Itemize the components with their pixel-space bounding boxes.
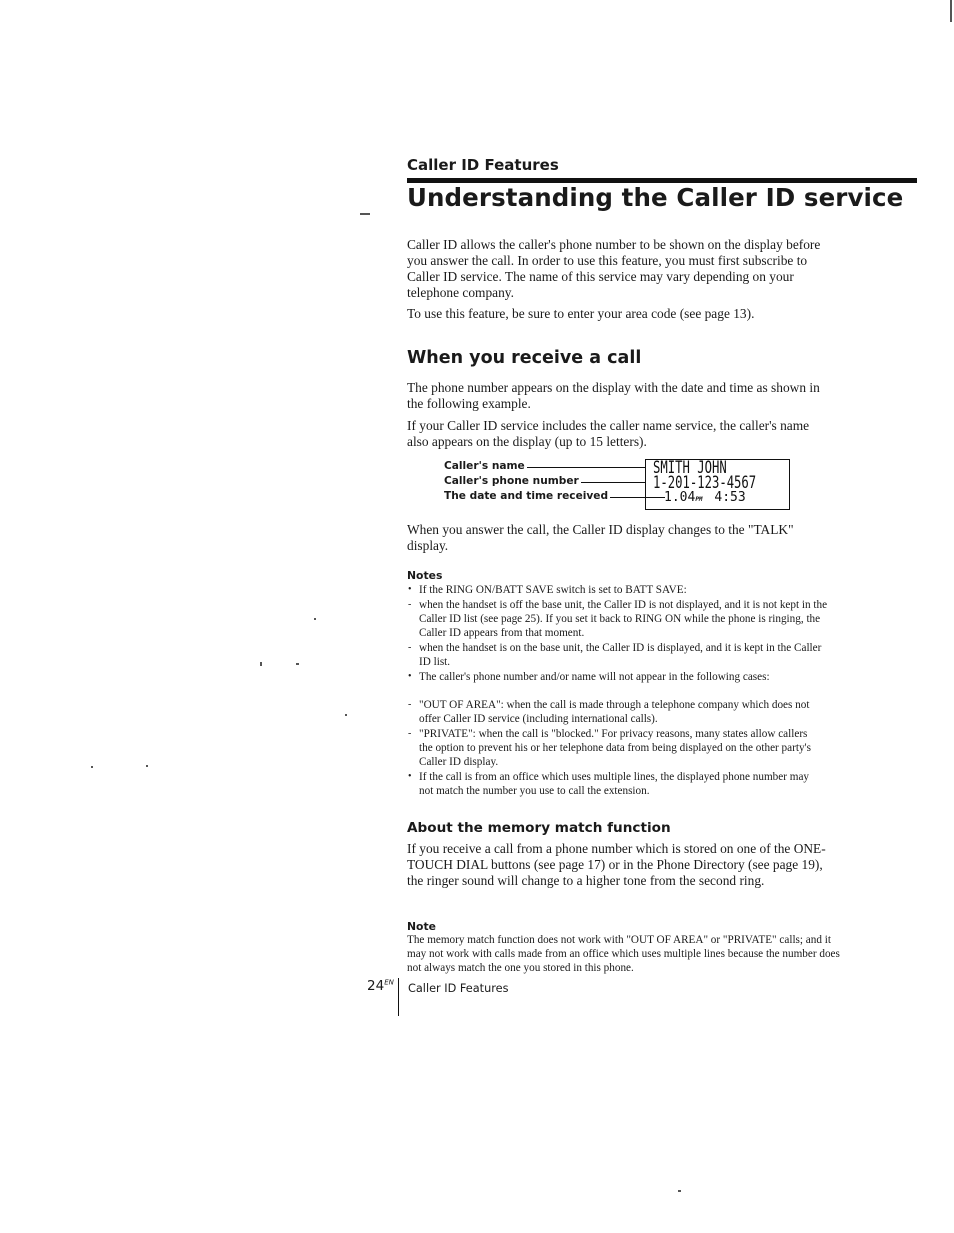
lcd-time: 4:53 [714, 490, 746, 505]
leader-line-name [520, 467, 645, 468]
note-bullet-6: - [408, 728, 412, 739]
note-bullet-3: - [408, 642, 412, 653]
footer-divider [398, 978, 399, 1016]
lcd-caller-name: SMITH JOHN [653, 458, 727, 478]
scan-speck [260, 662, 262, 666]
intro-paragraph-2: To use this feature, be sure to enter your area code (see page 13). [407, 306, 755, 321]
note-item-1: If the RING ON/BATT SAVE switch is set to BATT SAVE: [419, 584, 687, 596]
note-bullet-5: - [408, 699, 412, 710]
receive-call-heading: When you receive a call [407, 348, 642, 368]
memory-match-heading: About the memory match function [407, 820, 671, 836]
label-date-time-received: The date and time received [444, 490, 609, 502]
note-bullet-7: • [408, 771, 412, 782]
memory-note-heading: Note [407, 920, 436, 933]
memory-match-paragraph: If you receive a call from a phone number which is stored on one of the ONE-TOUCH DIAL buttons (see page 17) or in the Phone Directory (see page 19), the ringer sound will change to a higher tone from the second ring. [407, 841, 826, 888]
talk-display-paragraph: When you answer the call, the Caller ID display changes to the "TALK" display. [407, 522, 794, 553]
scan-speck [314, 618, 316, 620]
note-bullet-4: • [408, 671, 412, 682]
scan-speck [146, 765, 148, 767]
note-bullet-1: • [408, 584, 412, 595]
footer-section: Caller ID Features [408, 982, 509, 995]
lcd-date: 1.04 [664, 490, 696, 505]
page-number [367, 978, 394, 994]
page-number-value: 24 [367, 978, 385, 994]
memory-note-text: The memory match function does not work with "OUT OF AREA" or "PRIVATE" calls; and it may not work with calls made from an office which uses multiple lines because the number does not always match the one you stored in this phone. [407, 934, 840, 974]
notes-heading: Notes [407, 569, 443, 582]
scan-speck [91, 766, 93, 768]
scan-speck [360, 213, 370, 215]
note-item-2: when the handset is off the base unit, the Caller ID is not displayed, and it is not kept in the Caller ID list (see page 25). If you set it back to RING ON while the phone is ringing, the Caller ID appears from that moment. [419, 599, 828, 639]
page-number-suffix: EN [384, 978, 394, 987]
intro-paragraph-1: Caller ID allows the caller's phone number to be shown on the display before you answer the call. In order to use this feature, you must first subscribe to Caller ID service. The name of this service may vary depending on your telephone company. [407, 237, 821, 300]
lcd-caller-number: 1-201-123-4567 [653, 473, 757, 493]
scan-speck [296, 663, 299, 665]
scan-speck [950, 0, 952, 22]
section-label: Caller ID Features [407, 156, 559, 174]
note-item-6: "PRIVATE": when the call is "blocked." For privacy reasons, many states allow callers the option to prevent his or her telephone data from being displayed on the other party's Caller ID display. [419, 728, 811, 768]
page-title: Understanding the Caller ID service [407, 183, 904, 212]
note-item-5: "OUT OF AREA": when the call is made through a telephone company which does not offer Caller ID service (including international calls). [419, 699, 810, 725]
leader-line-number [570, 482, 645, 483]
scan-speck [345, 714, 347, 716]
label-callers-phone-number: Caller's phone number [444, 475, 579, 487]
receive-call-paragraph-2: If your Caller ID service includes the caller name service, the caller's name also appears on the display (up to 15 letters). [407, 418, 810, 449]
note-bullet-2: - [408, 599, 412, 610]
receive-call-paragraph-1: The phone number appears on the display with the date and time as shown in the following example. [407, 380, 820, 411]
note-item-4: The caller's phone number and/or name will not appear in the following cases: [419, 671, 770, 683]
scan-speck [678, 1190, 681, 1192]
lcd-pm-indicator: PM [695, 496, 703, 503]
lcd-date-time [664, 490, 746, 505]
label-callers-name: Caller's name [444, 460, 525, 472]
note-item-3: when the handset is on the base unit, the Caller ID is displayed, and it is kept in the Caller ID list. [419, 642, 822, 668]
note-item-7: If the call is from an office which uses multiple lines, the displayed phone number may not match the number you use to call the extension. [419, 771, 810, 797]
